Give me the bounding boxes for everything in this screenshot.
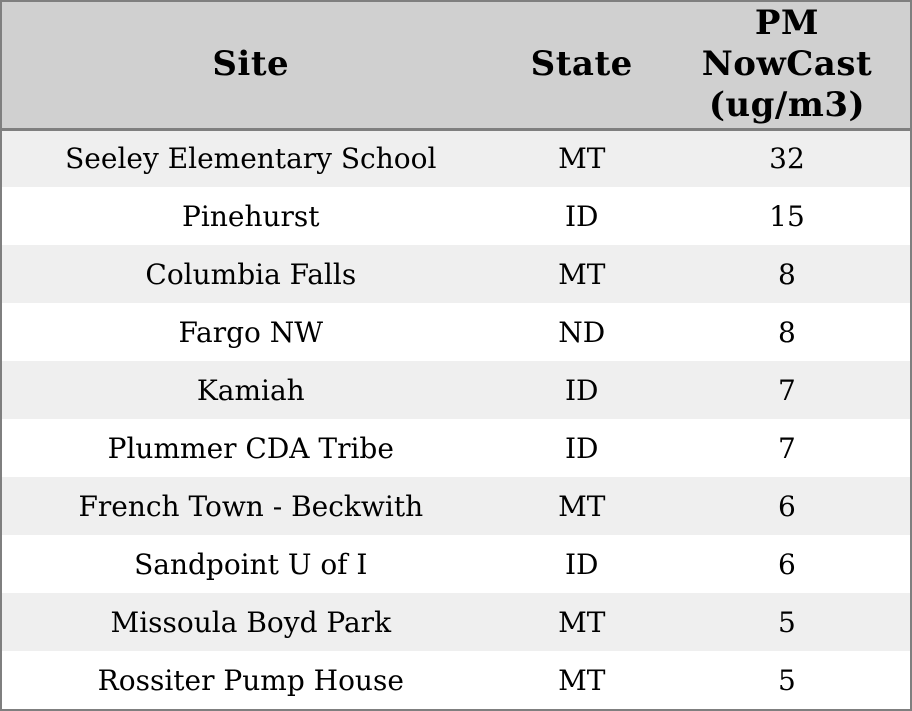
state-cell: ID: [500, 419, 664, 477]
site-cell: Missoula Boyd Park: [2, 593, 500, 651]
site-cell: Pinehurst: [2, 187, 500, 245]
table-row: [2, 361, 910, 419]
site-cell: Sandpoint U of I: [2, 535, 500, 593]
site-cell: Rossiter Pump House: [2, 651, 500, 709]
table-header: [2, 2, 910, 129]
site-cell: French Town - Beckwith: [2, 477, 500, 535]
table-row: [2, 129, 910, 187]
table-row: [2, 651, 910, 709]
column-header-state-label: State: [530, 44, 633, 85]
table-row: [2, 419, 910, 477]
column-header-site-label: Site: [212, 44, 290, 85]
state-cell: MT: [500, 651, 664, 709]
table-body: [2, 129, 910, 709]
table-row: [2, 187, 910, 245]
table-row: [2, 593, 910, 651]
state-cell: MT: [500, 593, 664, 651]
state-cell: MT: [500, 477, 664, 535]
column-header-pm-nowcast: [664, 2, 910, 129]
pm-nowcast-cell: 6: [664, 535, 910, 593]
state-cell: MT: [500, 129, 664, 187]
column-header-pm-nowcast-label: PM NowCast (ug/m3): [701, 2, 873, 126]
table-row: [2, 245, 910, 303]
site-cell: Columbia Falls: [2, 245, 500, 303]
state-cell: ID: [500, 361, 664, 419]
column-header-state: [500, 2, 664, 129]
site-cell: Seeley Elementary School: [2, 129, 500, 187]
state-cell: ID: [500, 187, 664, 245]
table-row: [2, 477, 910, 535]
pm-nowcast-cell: 5: [664, 651, 910, 709]
header-row: [2, 2, 910, 129]
pm-nowcast-cell: 7: [664, 419, 910, 477]
state-cell: MT: [500, 245, 664, 303]
state-cell: ND: [500, 303, 664, 361]
pm-nowcast-cell: 7: [664, 361, 910, 419]
site-cell: Plummer CDA Tribe: [2, 419, 500, 477]
pm-nowcast-cell: 15: [664, 187, 910, 245]
pm-nowcast-cell: 5: [664, 593, 910, 651]
pm-nowcast-cell: 6: [664, 477, 910, 535]
pm-nowcast-cell: 8: [664, 303, 910, 361]
column-header-site: [2, 2, 500, 129]
pm-nowcast-cell: 32: [664, 129, 910, 187]
state-cell: ID: [500, 535, 664, 593]
site-cell: Kamiah: [2, 361, 500, 419]
pm-nowcast-table: [2, 2, 910, 709]
site-cell: Fargo NW: [2, 303, 500, 361]
table-row: [2, 303, 910, 361]
table-row: [2, 535, 910, 593]
pm-nowcast-cell: 8: [664, 245, 910, 303]
